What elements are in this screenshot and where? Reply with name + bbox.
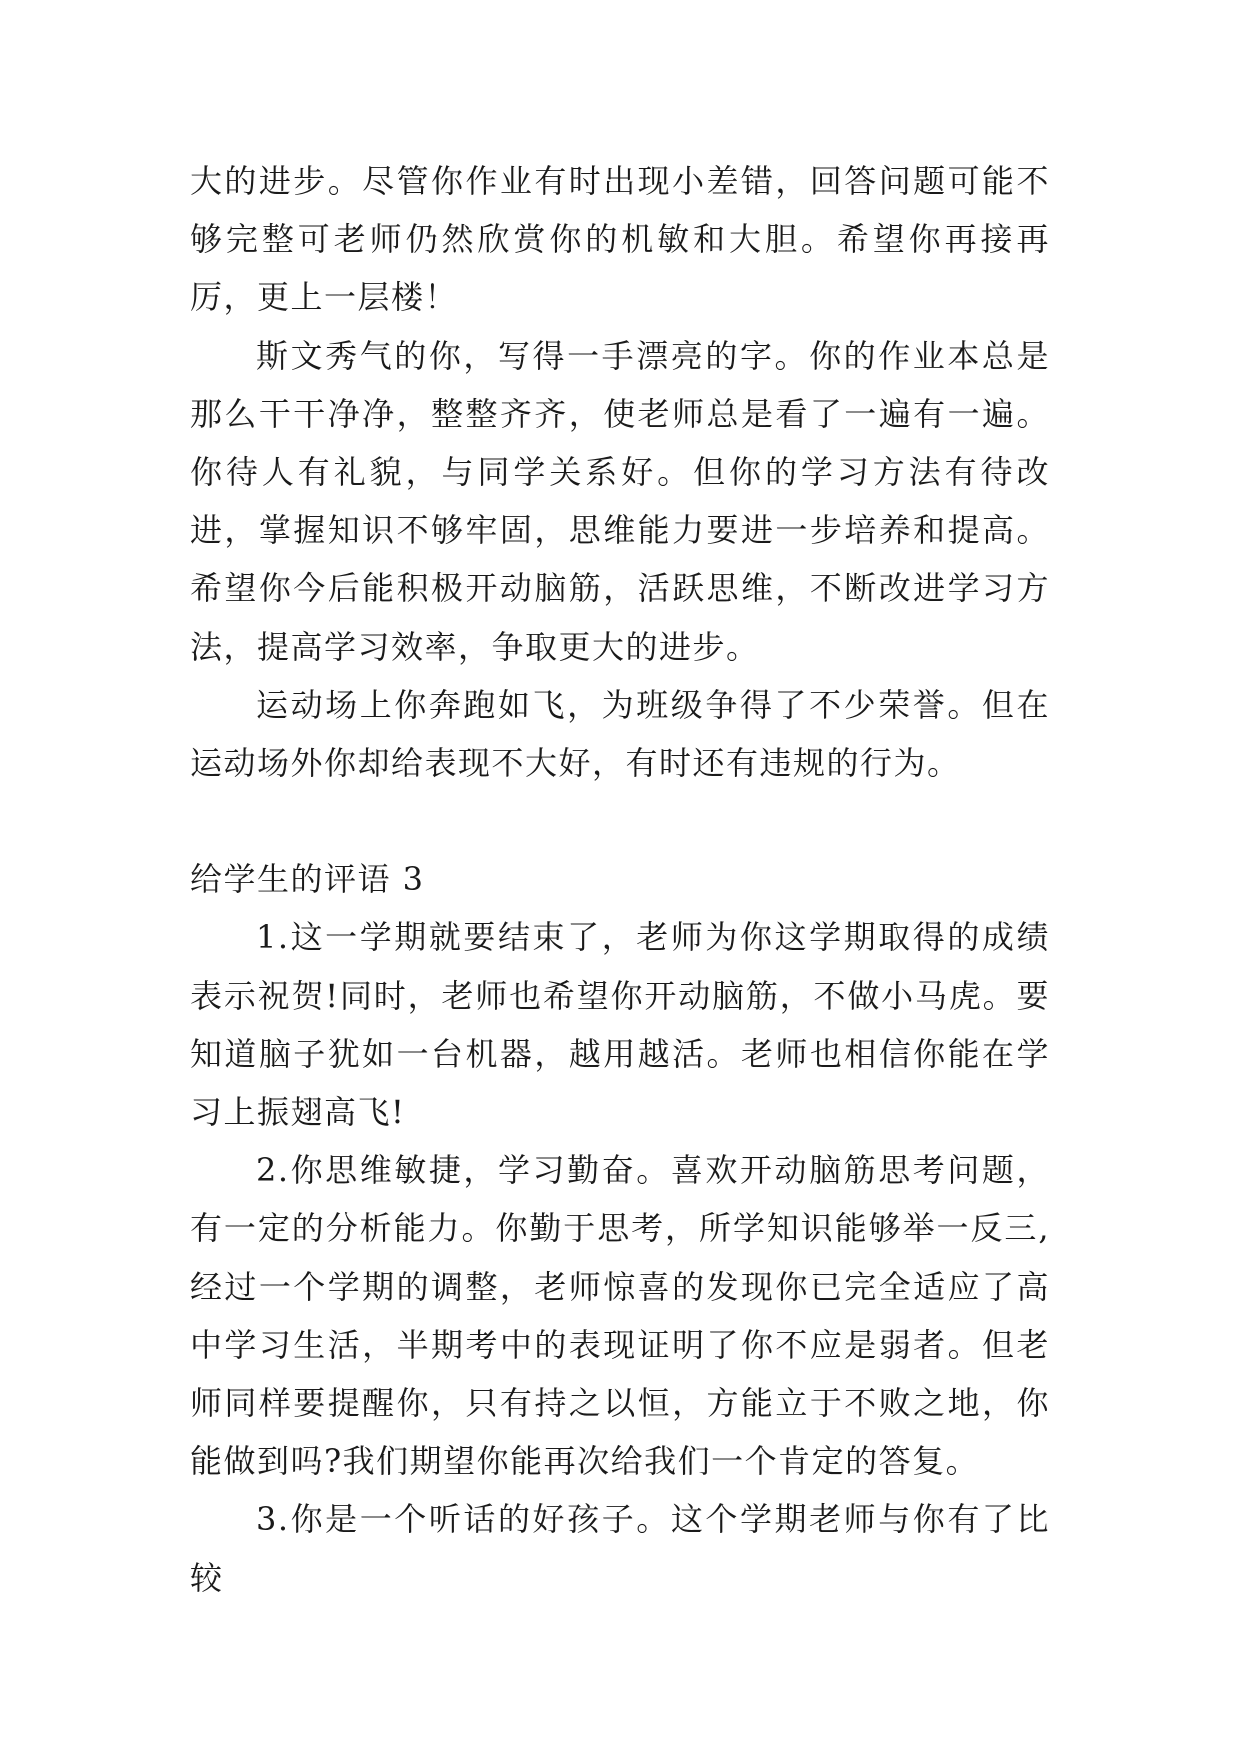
comment-item-1: 1.这一学期就要结束了，老师为你这学期取得的成绩表示祝贺!同时，老师也希望你开动脑筋，不做小马虎。要知道脑子犹如一台机器，越用越活。老师也相信你能在学习上振翅高飞! bbox=[190, 918, 1050, 1132]
document-body bbox=[190, 152, 1050, 1607]
paragraph-calligraphy: 斯文秀气的你，写得一手漂亮的字。你的作业本总是那么干干净净，整整齐齐，使老师总是看了一遍有一遍。你待人有礼貌，与同学关系好。但你的学习方法有待改进，掌握知识不够牢固，思维能力要进一步培养和提高。希望你今后能积极开动脑筋，活跃思维，不断改进学习方法，提高学习效率，争取更大的进步。 bbox=[190, 336, 1050, 666]
comment-item-3: 3.你是一个听话的好孩子。这个学期老师与你有了比较 bbox=[190, 1500, 1050, 1597]
comment-item-2: 2.你思维敏捷，学习勤奋。喜欢开动脑筋思考问题，有一定的分析能力。你勤于思考，所学知识能够举一反三,经过一个学期的调整，老师惊喜的发现你已完全适应了高中学习生活，半期考中的表现证明了你不应是弱者。但老师同样要提醒你，只有持之以恒，方能立于不败之地，你能做到吗?我们期望你能再次给我们一个肯定的答复。 bbox=[190, 1151, 1050, 1481]
paragraph-continued: 大的进步。尽管你作业有时出现小差错，回答问题可能不够完整可老师仍然欣赏你的机敏和大胆。希望你再接再厉，更上一层楼！ bbox=[190, 162, 1050, 317]
paragraph-sports: 运动场上你奔跑如飞，为班级争得了不少荣誉。但在运动场外你却给表现不大好，有时还有违规的行为。 bbox=[190, 685, 1050, 783]
section-heading: 给学生的评语 3 bbox=[190, 860, 425, 899]
